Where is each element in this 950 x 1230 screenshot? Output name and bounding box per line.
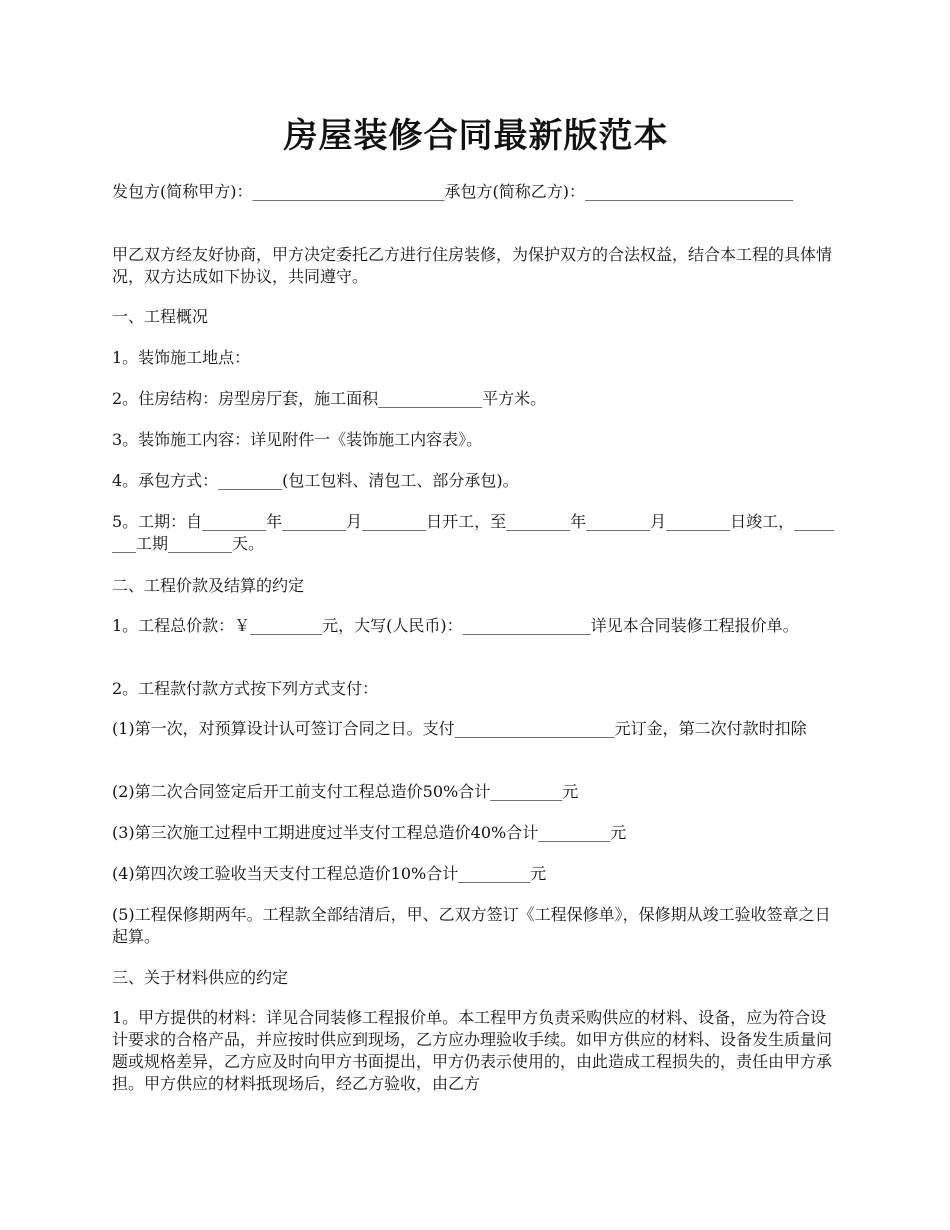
- clause-2-1-total-price: 1。工程总价款：￥_________元，大写(人民币)：________________详见本合同装修工程报价单。: [112, 616, 799, 635]
- clause-3-1-owner-materials: 1。甲方提供的材料：详见合同装修工程报价单。本工程甲方负责采购供应的材料、设备，应为符合设计要求的合格产品，并应按时供应到现场，乙方应办理验收手续。如甲方供应的材料、设备发生质量问题或规格差异，乙方应及时向甲方书面提出，甲方仍表示使用的，由此造成工程损失的，责任由甲方承担。甲方供应的材料抵现场后，经乙方验收，由乙方: [112, 1008, 833, 1093]
- document-title: 房屋装修合同最新版范本: [283, 116, 669, 156]
- clause-1-2-structure: 2。住房结构：房型房厅套，施工面积_____________平方米。: [112, 389, 547, 408]
- clause-1-3-content: 3。装饰施工内容：详见附件一《装饰施工内容表》。: [112, 430, 483, 449]
- clause-1-4-contract-type: 4。承包方式：________(包工包料、清包工、部分承包)。: [112, 471, 519, 490]
- section-heading-materials: 三、关于材料供应的约定: [112, 968, 289, 987]
- payment-step-2: (2)第二次合同签定后开工前支付工程总造价50%合计_________元: [112, 782, 579, 801]
- payment-step-5-warranty: (5)工程保修期两年。工程款全部结清后，甲、乙双方签订《工程保修单》，保修期从竣工验收签章之日起算。: [112, 905, 831, 946]
- section-heading-project-overview: 一、工程概况: [112, 307, 209, 326]
- clause-1-1-location: 1。装饰施工地点：: [112, 348, 251, 367]
- section-heading-price-settlement: 二、工程价款及结算的约定: [112, 576, 305, 595]
- payment-step-3: (3)第三次施工过程中工期进度过半支付工程总造价40%合计_________元: [112, 823, 627, 842]
- intro-paragraph: 甲乙双方经友好协商，甲方决定委托乙方进行住房装修，为保护双方的合法权益，结合本工程的具体情况，双方达成如下协议，共同遵守。: [112, 245, 833, 286]
- parties-line: 发包方(简称甲方)：________________________承包方(简称乙方)：__________________________: [112, 182, 793, 201]
- clause-2-2-payment-method: 2。工程款付款方式按下列方式支付：: [112, 679, 379, 698]
- payment-step-1: (1)第一次，对预算设计认可签订合同之日。支付____________________元订金，第二次付款时扣除: [112, 719, 807, 738]
- clause-1-5-schedule: 5。工期：自________年________月________日开工，至________年________月________日竣工，________工期________天。: [112, 512, 835, 553]
- payment-step-4: (4)第四次竣工验收当天支付工程总造价10%合计_________元: [112, 864, 547, 883]
